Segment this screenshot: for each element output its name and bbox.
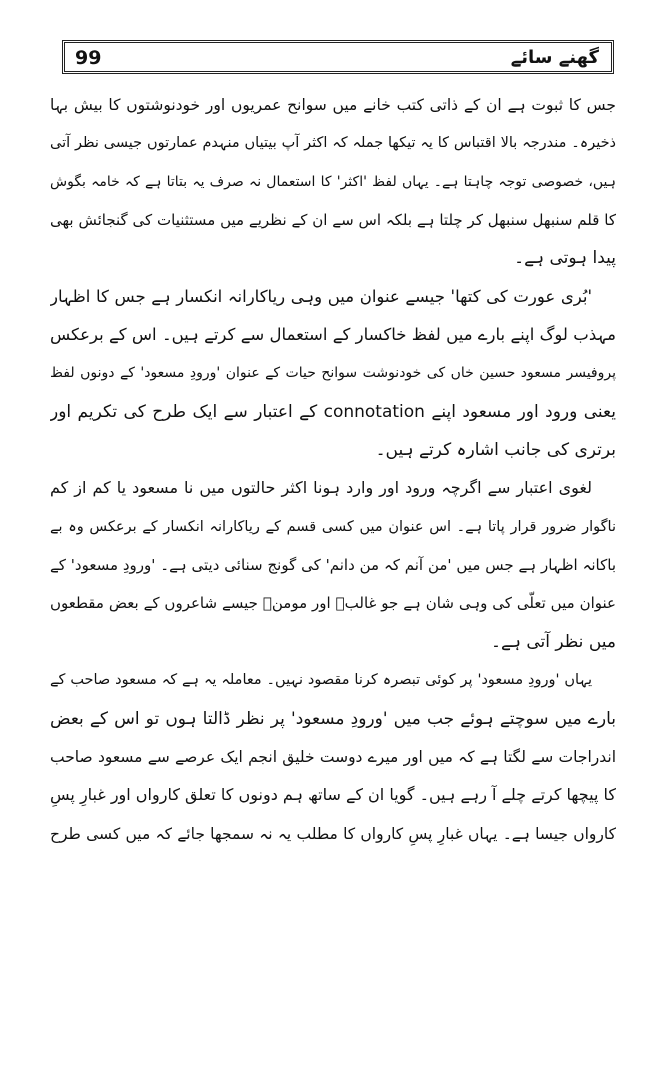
text-line: 'بُری عورت کی کتھا' جیسے عنوان میں وہی ریاکارانہ انکسار ہے جس کا اظہار (50, 286, 592, 306)
text-line: برتری کی جانب اشارہ کرتے ہیں۔ (375, 440, 616, 461)
page-number: 99 (75, 47, 102, 69)
text-line: عنوان میں تعلّی کی وہی شان ہے جو غالبؔ اور مومنؔ جیسے شاعروں کے بعض مقطعوں (50, 594, 616, 613)
text-line: ذخیرہ۔ مندرجہ بالا اقتباس کا یہ تیکھا جملہ کہ اکثر آپ بیتیاں منہدم عمارتوں جیسی نظر آتی (50, 135, 616, 152)
text-line: ناگوار ضرور قرار پاتا ہے۔ اس عنوان میں کسی قسم کے ریاکارانہ انکسار کے برعکس وہ بے (50, 518, 616, 535)
text-line: پیدا ہوتی ہے۔ (514, 248, 616, 269)
text-line: پروفیسر مسعود حسین خاں کی خودنوشت سوانح حیات کے عنوان 'ورودِ مسعود' کے دونوں لفظ (50, 365, 616, 382)
text-line: کا قلم سنبھل سنبھل کر چلتا ہے بلکہ اس سے ان کے نظریے میں مستثنیات کی گنجائش بھی (50, 211, 616, 230)
text-line: اندراجات سے لگتا ہے کہ میں اور میرے دوست خلیق انجم ایک عرصے سے مسعود صاحب (50, 747, 616, 766)
text-line: جس کا ثبوت ہے ان کے ذاتی کتب خانے میں سوانح عمریوں اور خودنوشتوں کا بیش بہا (50, 96, 616, 114)
running-title: گھنے سائے (510, 47, 599, 68)
text-line: مہذب لوگ اپنے بارے میں لفظ خاکسار کے استعمال سے کرتے ہیں۔ اس کے برعکس (50, 325, 616, 345)
text-line: کا پیچھا کرتے چلے آ رہے ہیں۔ گویا ان کے ساتھ ہم دونوں کا تعلق کارواں اور غبارِ پسِ (50, 785, 616, 805)
page-header (62, 40, 614, 74)
text-line: بارے میں سوچتے ہوئے جب میں 'ورودِ مسعود' پر نظر ڈالتا ہوں تو اس کے بعض (50, 708, 616, 729)
body-text (50, 86, 616, 853)
text-line: ہیں، خصوصی توجہ چاہتا ہے۔ یہاں لفظ 'اکثر' کا استعمال نہ صرف یہ بتاتا ہے کہ خامہ بگوش (50, 173, 616, 190)
text-line: باکانہ اظہار ہے جس میں 'من آنم کہ من دانم' کی گونج سنائی دیتی ہے۔ 'ورودِ مسعود' کے (50, 556, 616, 575)
text-line: کارواں جیسا ہے۔ یہاں غبارِ پسِ کارواں کا مطلب یہ نہ سمجھا جائے کہ میں کسی طرح (50, 824, 616, 843)
text-line: یعنی ورود اور مسعود اپنے connotation کے اعتبار سے ایک طرح کی تکریم اور (50, 401, 616, 422)
text-line: میں نظر آتی ہے۔ (491, 631, 616, 652)
text-line: یہاں 'ورودِ مسعود' پر کوئی تبصرہ کرنا مقصود نہیں۔ معاملہ یہ ہے کہ مسعود صاحب کے (50, 672, 592, 689)
text-line: لغوی اعتبار سے اگرچہ ورود اور وارد ہونا اکثر حالتوں میں نا مسعود یا کم از کم (50, 478, 592, 498)
